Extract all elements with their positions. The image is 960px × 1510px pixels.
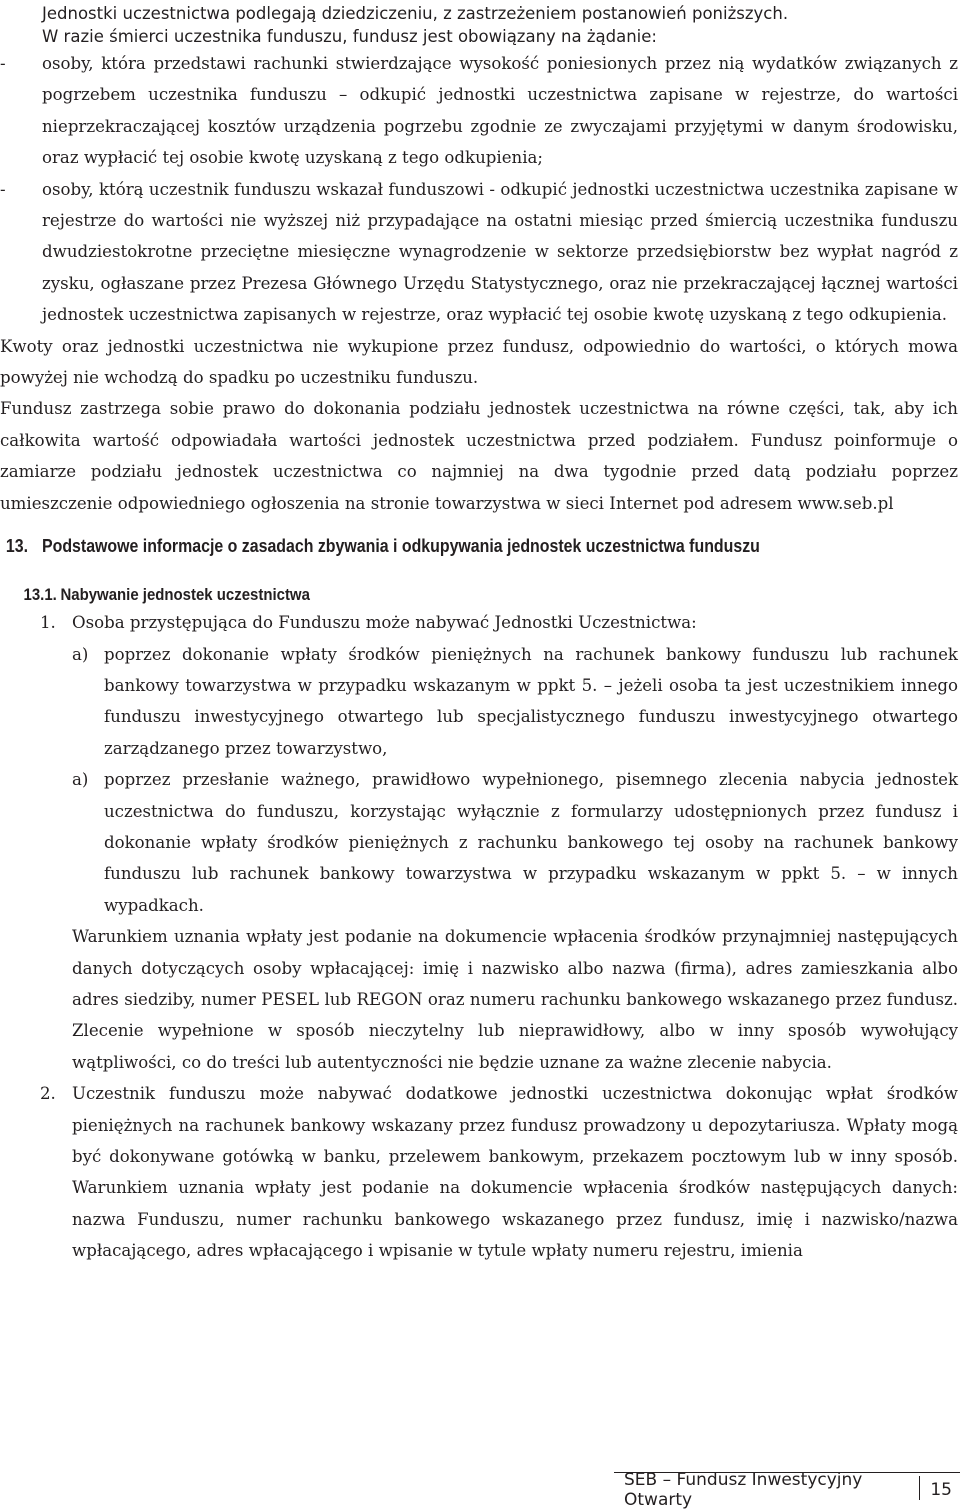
paragraph: Fundusz zastrzega sobie prawo do dokonania podziału jednostek uczestnictwa na równe części, tak, aby ich całkowita wartość odpowiadała wartości jednostek uczestnictwa przed podziałem. Fundusz poinformuje o zamiarze podziału jednostek uczestnictwa co najmniej na dwa tygodnie przed datą podziału poprzez umieszczenie odpowiedniego ogłoszenia na stronie towarzystwa w sieci Internet pod adresem www.seb.pl: [0, 399, 958, 513]
list-item: [0, 174, 958, 331]
list-item: [40, 1078, 958, 1266]
dash-list: [0, 48, 958, 331]
footer-title: SEB – Fundusz Inwestycyjny Otwarty: [624, 1470, 863, 1510]
section-title: Podstawowe informacje o zasadach zbywania i odkupywania jednostek uczestnictwa funduszu: [42, 535, 760, 557]
intro-line-2: W razie śmierci uczestnika funduszu, fundusz jest obowiązany na żądanie:: [42, 27, 657, 46]
list-item-text: osoby, która przedstawi rachunki stwierdzające wysokość poniesionych przez nią wydatków związanych z pogrzebem uczestnika funduszu – odkupić jednostki uczestnictwa zapisane w rejestrze, do wartości nieprzekraczającej kosztów urządzenia pogrzebu zgodnie ze zwyczajami przyjętymi w danym środowisku, oraz wypłacić tej osobie kwotę uzyskaną z tego odkupienia;: [42, 54, 958, 168]
list-item-text: osoby, którą uczestnik funduszu wskazał funduszowi - odkupić jednostki uczestnictwa uczestnika zapisane w rejestrze do wartości nie wyższej niż przypadające na ostatni miesiąc przed śmiercią uczestnika funduszu dwudziestokrotne przeciętne miesięczne wynagrodzenie w sektorze przedsiębiorstw bez wypłat nagród z zysku, ogłaszane przez Prezesa Głównego Urzędu Statystycznego, oraz nie przekraczającej łącznej wartości jednostek uczestnictwa zapisanych w rejestrze, oraz wypłacić tej osobie kwotę uzyskaną z tego odkupienia.: [42, 179, 958, 325]
subsection-number: 13.1.: [23, 585, 57, 605]
item-note: Warunkiem uznania wpłaty jest podanie na dokumencie wpłacenia środków przynajmniej następujących danych dotyczących osoby wpłacającej: imię i nazwisko albo nazwa (firma), adres zamieszkania albo adres siedziby, numer PESEL lub REGON oraz numeru rachunku bankowego wskazanego przez fundusz. Zlecenie wypełnione w sposób nieczytelny lub nieprawidłowy, albo w inny sposób wywołujący wątpliwości, co do treści lub autentyczności nie będzie uznane za ważne zlecenie nabycia.: [72, 927, 958, 1072]
subsection-title: Nabywanie jednostek uczestnictwa: [60, 585, 310, 605]
item-number: 1.: [40, 613, 56, 633]
sub-item-letter: a): [72, 770, 89, 790]
paragraph: Kwoty oraz jednostki uczestnictwa nie wykupione przez fundusz, odpowiednio do wartości, o których mowa powyżej nie wchodzą do spadku po uczestniku funduszu.: [0, 336, 958, 388]
list-item: [0, 48, 958, 174]
sub-item-letter: a): [72, 644, 89, 664]
numbered-list: [0, 607, 958, 1267]
list-item: [40, 607, 958, 638]
sub-item: [72, 639, 958, 765]
dash-marker: -: [0, 179, 6, 199]
sub-item: [72, 764, 958, 921]
sub-item-text: poprzez przesłanie ważnego, prawidłowo wypełnionego, pisemnego zlecenia nabycia jednostek uczestnictwa do funduszu, korzystając wyłącznie z formularzy udostępnionych przez fundusz i dokonanie wpłaty środków pieniężnych z rachunku bankowego tej osoby na rachunek bankowy funduszu lub rachunek bankowy towarzystwa w przypadku wskazanym w ppkt 5. – w innych wypadkach.: [104, 770, 958, 915]
page-footer: [614, 1470, 960, 1510]
page-content: [0, 2, 958, 1267]
section-number: 13.: [5, 535, 28, 557]
intro-line-1: Jednostki uczestnictwa podlegają dziedziczeniu, z zastrzeżeniem postanowień poniższych.: [42, 4, 789, 23]
section-heading: [5, 533, 830, 559]
page-number: 15: [919, 1476, 960, 1500]
item-text: Uczestnik funduszu może nabywać dodatkowe jednostki uczestnictwa dokonując wpłat środków pieniężnych na rachunek bankowy wskazany przez fundusz prowadzony u depozytariusza. Wpłaty mogą być dokonywane gotówką w banku, przelewem bankowym, przekazem pocztowym lub w inny sposób. Warunkiem uznania wpłaty jest podanie na dokumencie wpłacenia środków następujących danych: nazwa Funduszu, numer rachunku bankowego wskazanego przez fundusz, imię i nazwisko/nazwa wpłacającego, adres wpłacającego i wpisanie w tytule wpłaty numeru rejestru, imienia: [72, 1084, 958, 1261]
dash-marker: -: [0, 54, 6, 73]
subsection-heading: [23, 583, 848, 607]
item-number: 2.: [40, 1084, 56, 1104]
sub-item-text: poprzez dokonanie wpłaty środków pieniężnych na rachunek bankowy funduszu lub rachunek bankowy towarzystwa w przypadku wskazanym w ppkt 5. – jeżeli osoba ta jest uczestnikiem innego funduszu inwestycyjnego otwartego lub specjalistycznego funduszu inwestycyjnego otwartego zarządzanego przez towarzystwo,: [104, 644, 958, 758]
item-text: Osoba przystępująca do Funduszu może nabywać Jednostki Uczestnictwa:: [72, 613, 697, 633]
